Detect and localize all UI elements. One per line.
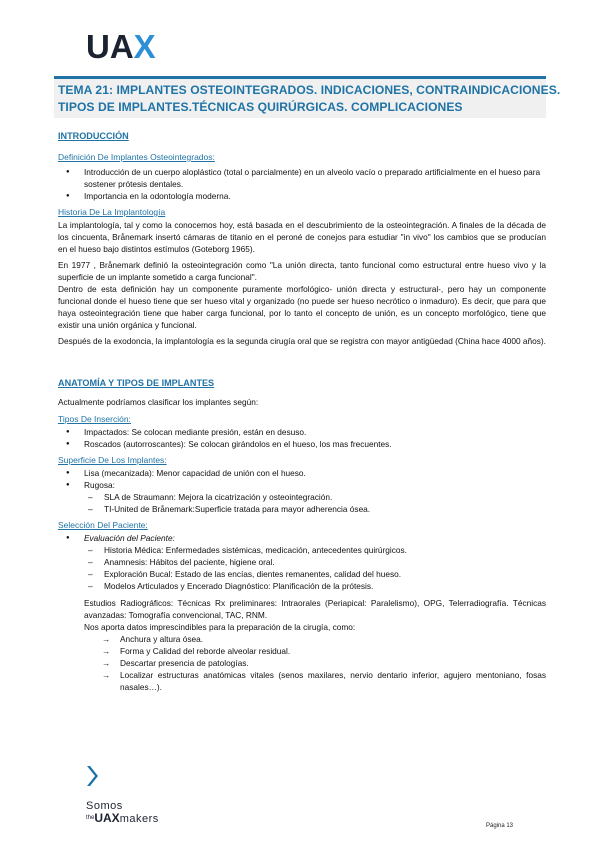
chapter-title-line-2: TIPOS DE IMPLANTES.TÉCNICAS QUIRÚRGICAS. COMPLICACIONES [58, 100, 463, 114]
list-item: – Modelos Articulados y Encerado Diagnóstico: Planificación de la prótesis. [58, 580, 546, 592]
heading-historia: Historia De La Implantología [58, 207, 166, 217]
chapter-title-line-1: TEMA 21: IMPLANTES OSTEOINTEGRADOS. INDICACIONES, CONTRAINDICACIONES. [58, 83, 561, 97]
page-number: Página 13 [486, 823, 514, 829]
heading-anatomia: ANATOMÍA Y TIPOS DE IMPLANTES [58, 378, 215, 388]
list-item: ● Rugosa: [58, 479, 546, 491]
paragraph-history-1: La implantología, tal y como la conocemos hoy, está basada en el descubrimiento de la osteointegración. A finales de la década de los cincuenta, Brånemark insertó cámaras de titanio en el peroné de conejos para estudiar "in vivo" los cambios que se producían en el hueso bajo distintos estímulos (Goteborg 1965). [58, 220, 546, 254]
rugosa-sublist [58, 491, 546, 515]
definition-list [58, 166, 546, 202]
list-item: ● Roscados (autorroscantes): Se colocan girándolos en el hueso, los mas frecuentes. [58, 438, 546, 450]
radiography-list [58, 633, 546, 693]
evaluation-list [58, 532, 546, 544]
heading-seleccion: Selección Del Paciente: [58, 520, 148, 530]
chapter-title [54, 76, 561, 118]
heading-insercion: Tipos De Inserción: [58, 414, 131, 424]
uax-logo: UAX [86, 28, 156, 65]
list-item: → Forma y Calidad del reborde alveolar residual. [58, 645, 546, 657]
paragraph-history-3: Después de la exodoncia, la implantología es la segunda cirugía oral que se registra con mayor antigüedad (China hace 4000 años). [58, 336, 546, 346]
paragraph-history-2a: En 1977 , Brånemark definió la osteointegración como "La unión directa, tanto funcional como estructural entre hueso vivo y la superficie de un implante sometido a carga funcional". [58, 260, 546, 282]
list-item: ● Importancia en la odontología moderna. [58, 190, 546, 202]
list-item: ● Lisa (mecanizada): Menor capacidad de unión con el hueso. [58, 467, 546, 479]
paragraph-radiography-intro: Nos aporta datos imprescindibles para la preparación de la cirugía, como: [84, 622, 356, 632]
surface-list [58, 467, 546, 491]
heading-introduccion: INTRODUCCIÓN [58, 131, 129, 141]
list-item: → Anchura y altura ósea. [58, 633, 546, 645]
list-item: – SLA de Straumann: Mejora la cicatrización y osteointegración. [58, 491, 546, 503]
paragraph-history-2b: Dentro de esta definición hay un componente puramente morfológico- unión directa y estructural-, pero hay un componente funcional donde el hueso tiene que ser hueso vital y organizado (no puede ser hueso necrótico o inmaduro). Es decir, que para que haya osteointegración tiene que haber carga funcional, por lo tanto el concepto de unión, es un concepto morfológico, tiene que existir una unión orgánica y funcional. [58, 284, 546, 330]
somos-uax-makers-logo: Somos $^{the}$UAXmakers [86, 800, 159, 825]
paragraph-radiography: Estudios Radiográficos: Técnicas Rx preliminares: Intraorales (Periapical: Paralelismo), OPG, Telerradiografía. Técnicas avanzadas: Tomografía convencional, TAC, RNM. [84, 598, 546, 620]
list-item: → Localizar estructuras anatómicas vitales (senos maxilares, nervio dentario inferior, agujero mentoniano, fosas nasales…). [58, 669, 546, 693]
list-item: – Anamnesis: Hábitos del paciente, higiene oral. [58, 556, 546, 568]
heading-superficie: Superficie De Los Implantes: [58, 455, 167, 465]
list-item: – Historia Médica: Enfermedades sistémicas, medicación, antecedentes quirúrgicos. [58, 544, 546, 556]
insertion-list [58, 426, 546, 450]
evaluation-sublist [58, 544, 546, 592]
list-item: ● Impactados: Se colocan mediante presión, están en desuso. [58, 426, 546, 438]
document-body [58, 130, 546, 693]
list-item: → Descartar presencia de patologías. [58, 657, 546, 669]
list-item: – Exploración Bucal: Estado de las encías, dientes remanentes, calidad del hueso. [58, 568, 546, 580]
paragraph-classification: Actualmente podríamos clasificar los implantes según: [58, 397, 259, 407]
list-item: – TI-United de Brånemark:Superficie tratada para mayor adherencia ósea. [58, 503, 546, 515]
chevron-right-icon [86, 765, 98, 787]
list-item: ● Introducción de un cuerpo aloplástico (total o parcialmente) en un alveolo vacío o preparado artificialmente en el hueso para sostener prótesis dentales. [58, 166, 546, 190]
heading-definicion: Definición De Implantes Osteointegrados: [58, 152, 215, 162]
list-item: ● Evaluación del Paciente: [58, 532, 546, 544]
